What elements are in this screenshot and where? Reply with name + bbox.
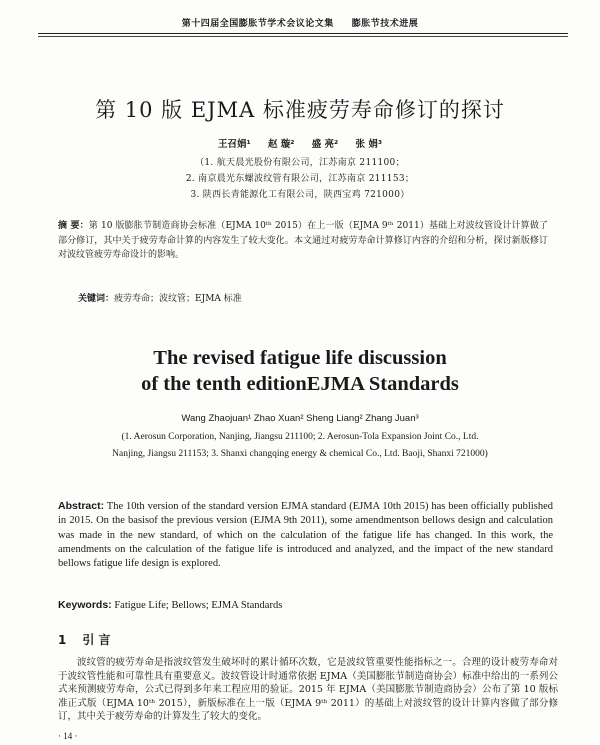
chinese-keywords-label: 关键词：: [78, 294, 115, 304]
header-proceedings: 第十四届全国膨胀节学术会议论文集: [181, 19, 334, 29]
chinese-keywords: [78, 291, 242, 304]
english-title-line-2: of the tenth editionEJMA Standards: [141, 373, 459, 395]
english-affiliation-line-2: Nanjing, Jiangsu 211153; 3. Shanxi changqing energy & chemical Co., Ltd. Baoji, Shanxi 721000): [112, 449, 488, 459]
section-title: 引 言: [82, 633, 111, 647]
header-rule-thin: [38, 36, 568, 37]
chinese-keywords-text: 疲劳寿命；波纹管；EJMA 标准: [114, 294, 242, 304]
running-header: [0, 16, 600, 29]
section-number: 1: [58, 633, 67, 647]
author-3: 盛 亮²: [311, 139, 339, 150]
author-1: 王召娟¹: [217, 139, 251, 150]
header-rule: [38, 33, 568, 34]
chinese-abstract: [58, 219, 548, 263]
english-abstract-label: Abstract:: [58, 500, 105, 512]
english-affiliations: [0, 429, 600, 463]
author-2: 赵 璇²: [267, 139, 295, 150]
author-4: 张 娟³: [355, 139, 382, 150]
english-keywords: [58, 599, 282, 611]
chinese-affiliation-1: （1. 航天晨光股份有限公司，江苏南京 211100；: [195, 158, 405, 168]
english-authors: Wang Zhaojuan¹ Zhao Xuan² Sheng Liang² Zhang Juan³: [181, 413, 419, 424]
english-affiliation-line-1: (1. Aerosun Corporation, Nanjing, Jiangsu 211100; 2. Aerosun-Tola Expansion Joint Co., Ltd.: [121, 432, 479, 442]
intro-body: [58, 656, 558, 724]
chinese-title: 第 10 版 EJMA 标准疲劳寿命修订的探讨: [95, 98, 505, 122]
chinese-affiliation-2: 2. 南京晨光东螺波纹管有限公司，江苏南京 211153；: [185, 174, 415, 184]
intro-paragraph: 波纹管的疲劳寿命是指波纹管发生破坏时的累计循环次数，它是波纹管重要性能指标之一。合理的设计疲劳寿命对于波纹管性能和可靠性具有重要意义。波纹管设计时通常依据 EJMA（美国膨胀节制造商协会）标准中给出的一系列公式来预测疲劳寿命，公式已得到多年来工程应用的验证。2015 年 EJMA（美国膨胀节制造商协会）公布了第 10 版标准正式版（EJMA 10ᵗʰ 2015），新版标准在上一版（EJMA 9ᵗʰ 2011）的基础上对波纹管的设计计算内容做了部分修订，其中关于疲劳寿命的计算发生了较大的变化。: [58, 657, 558, 722]
chinese-abstract-label: 摘 要：: [58, 221, 89, 231]
section-heading: [58, 631, 111, 648]
english-keywords-label: Keywords:: [58, 599, 112, 611]
header-section: 膨胀节技术进展: [351, 19, 419, 29]
english-abstract: [58, 499, 553, 571]
english-abstract-text: The 10th version of the standard version EJMA standard (EJMA 10th 2015) has been officially published in 2015. On the basisof the previous version (EJMA 9th 2011), some amendmentson bellows design and calculation was made in the new standard, of which on the calculation of the fatigue life has changed. In this work, the amendments on the calculation of the fatigue life is introduced and analyzed, and the impact of the new standard bellows fatigue life design is explored.: [58, 501, 553, 570]
english-keywords-text: Fatigue Life; Bellows; EJMA Standards: [114, 600, 283, 611]
english-title-line-1: The revised fatigue life discussion: [153, 347, 447, 369]
chinese-affiliation-3: 3. 陕西长青能源化工有限公司，陕西宝鸡 721000）: [190, 190, 410, 200]
chinese-authors: [0, 136, 600, 150]
page-number: · 14 ·: [58, 731, 78, 741]
chinese-abstract-text: 第 10 版膨胀节制造商协会标准（EJMA 10ᵗʰ 2015）在上一版（EJMA 9ᵗʰ 2011）基础上对波纹管设计计算做了部分修订，其中关于疲劳寿命计算的内容发生了较大变化。本文通过对疲劳寿命计算修订内容的介绍和分析，探讨新版修订对波纹管疲劳寿命设计的影响。: [58, 221, 548, 260]
